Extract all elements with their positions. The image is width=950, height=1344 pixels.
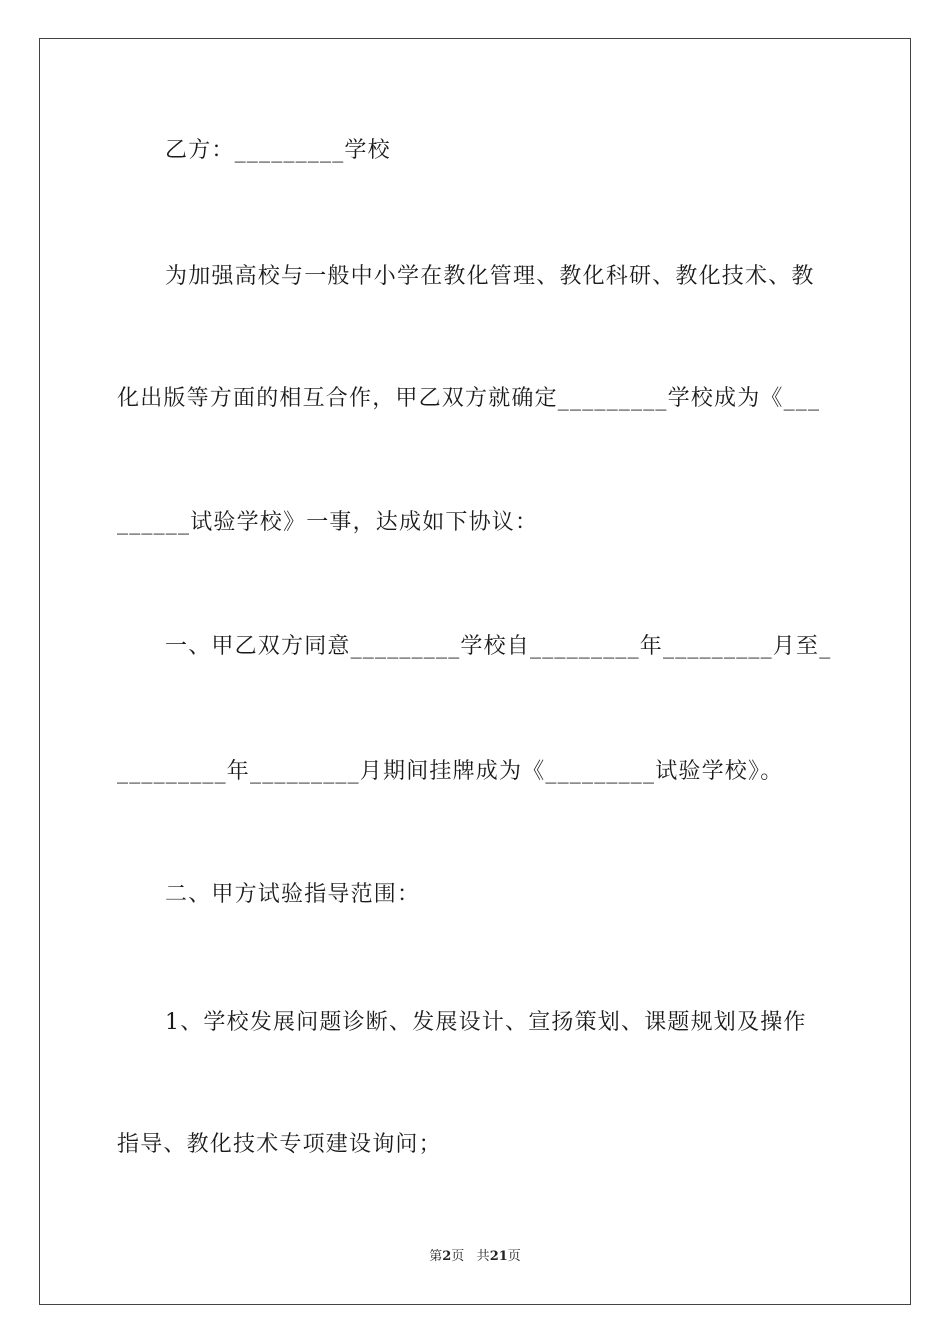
paragraph-intro-line-2: 化出版等方面的相互合作，甲乙双方就确定_________学校成为《___ bbox=[117, 386, 821, 411]
clause-2-item-1-line-2: 指导、教化技术专项建设询问； bbox=[117, 1132, 442, 1157]
clause-1-line-2: _________年_________月期间挂牌成为《_________试验学校》。 bbox=[117, 759, 784, 784]
footer-page-prefix: 第 bbox=[429, 1249, 443, 1264]
party-b-line: 乙方：_________学校 bbox=[165, 138, 391, 163]
clause-1-line-1: 一、甲乙双方同意_________学校自_________年_________月至_ bbox=[165, 634, 832, 659]
page-frame bbox=[39, 38, 911, 1305]
footer-page-suffix: 页 bbox=[451, 1249, 465, 1264]
footer-page-number: 2 bbox=[442, 1249, 452, 1264]
paragraph-intro-line-1: 为加强高校与一般中小学在教化管理、教化科研、教化技术、教 bbox=[165, 264, 815, 289]
footer-total-pages: 21 bbox=[489, 1249, 508, 1264]
page-footer bbox=[0, 1248, 950, 1266]
footer-total-suffix: 页 bbox=[507, 1249, 521, 1264]
paragraph-intro-line-3: ______试验学校》一事，达成如下协议： bbox=[117, 510, 539, 535]
clause-2-heading: 二、甲方试验指导范围： bbox=[165, 882, 421, 907]
footer-total-prefix: 共 bbox=[476, 1249, 490, 1264]
clause-2-item-1-line-1: 1、学校发展问题诊断、发展设计、宣扬策划、课题规划及操作 bbox=[165, 1010, 807, 1035]
